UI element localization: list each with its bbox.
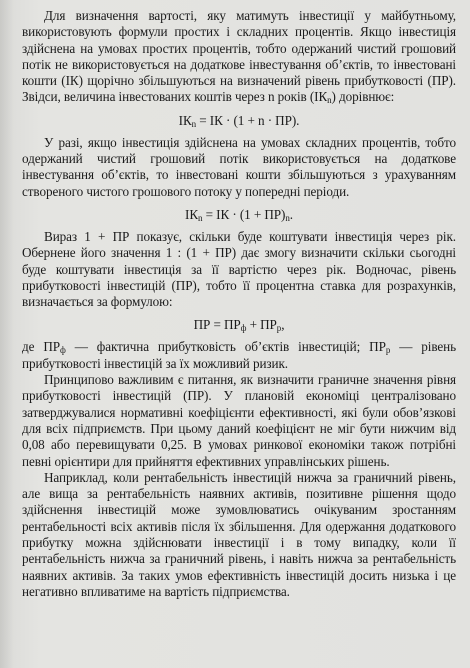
paragraph-text: Для визначення вартості, яку матимуть інвестиції у майбутньому, використовують формули простих і складних процентів. Якщо інвестиція здійснена на умовах простих процентів, тобто одержаний чистий грошовий потік не використовується на додаткове інвестування об’єктів, то інвестовані кошти (ІК) щорічно збільшуються на визначений рівень прибутковості (ПР). Звідси, величина інвестованих коштів через n років (ІК xyxy=(22,8,456,105)
paragraph-example: Наприклад, коли рентабельність інвестицій нижча за граничний рівень, але вища за рентабельність наявних активів, позитивне рішення щодо здійснення інвестицій може зумовлюватись очікуваним зростанням рентабельності всіх активів після їх збільшення. Для одержання додаткового прибутку можна здійснювати інвестиції і в тому випадку, коли її рентабельність нижча за граничний рівень, і навіть нижча за рентабельність наявних активів. За таких умов ефективність інвестицій досить низька і це негативно впливатиме на вартість підприємства. xyxy=(22,469,456,599)
paragraph-compound-interest: У разі, якщо інвестиція здійснена на умовах складних процентів, тобто одержаний чистий грошовий потік використовується на додаткове інвестування об’єктів, то інвестовані кошти збільшуються з урахуванням створеного чистого грошового потоку у попередні періоди. xyxy=(22,134,456,199)
formula-simple-interest: $ІК_n$ = ІК · (1 + n · ПР). xyxy=(178,112,300,129)
document-body xyxy=(22,8,456,600)
paragraph-definitions: де $ПР_ф$ — фактична прибутковість об’єктів інвестицій; $ПР_р$ — рівень прибутковості інвестицій за їх можливий ризик. xyxy=(22,339,456,371)
formula-profitability: ПР = $ПР_ф + ПР_р$, xyxy=(193,317,285,334)
formula-compound-interest: $ІК_n$ = ІК · $(1 + ПР)_n$. xyxy=(185,206,293,223)
paragraph-threshold: Принципово важливим є питання, як визначити граничне значення рівня прибутковості інвестицій (ПР). У плановій економіці централізовано затверджувалися нормативні коефіцієнти ефективності, які були обов’язкові для всіх підприємств. При цьому даний коефіцієнт не міг бути нижчим від 0,08 або перевищувати 0,25. В умовах ринкової економіки також потрібні певні орієнтири для прийняття ефективних управлінських рішень. xyxy=(22,372,456,469)
subscript: n xyxy=(327,95,332,106)
paragraph-simple-interest xyxy=(22,8,456,106)
paragraph-discount-factor: Вираз 1 + ПР показує, скільки буде коштувати інвестиція через рік. Обернене його значення 1 : (1 + ПР) дає змогу визначити скільки сьогодні буде коштувати інвестиція за її вартістю через рік. Водночас, рівень прибутковості інвестицій (ПР), тобто її процентна ставка для розрахунків, визначається за формулою: xyxy=(22,228,456,310)
paragraph-text: ) дорівнює: xyxy=(331,89,395,105)
